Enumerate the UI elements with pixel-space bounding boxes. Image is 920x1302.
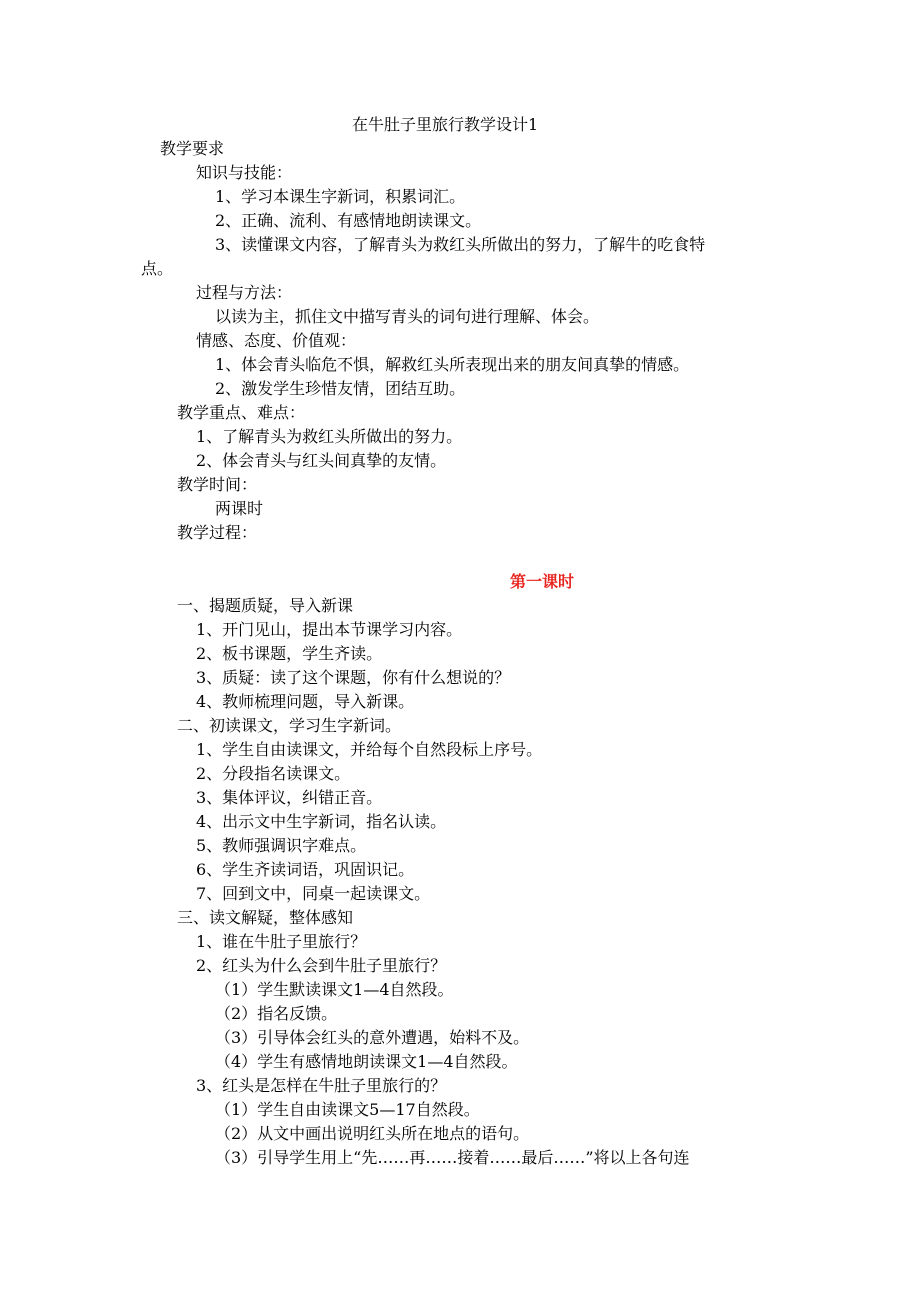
text-line: 2、体会青头与红头间真挚的友情。 (196, 451, 447, 470)
text-line: （1）学生默读课文1—4自然段。 (215, 980, 454, 999)
text-line: 以读为主，抓住文中描写青头的词句进行理解、体会。 (215, 307, 600, 326)
text-line: 2、分段指名读课文。 (196, 764, 351, 783)
text-line: 5、教师强调识字难点。 (196, 836, 367, 855)
text-line: 1、了解青头为救红头所做出的努力。 (196, 427, 463, 446)
text-line: 2、板书课题，学生齐读。 (196, 644, 383, 663)
text-line: 4、教师梳理问题，导入新课。 (196, 692, 415, 711)
text-line: 1、学生自由读课文，并给每个自然段标上序号。 (196, 740, 543, 759)
text-line: 点。 (141, 259, 174, 278)
text-line: 3、质疑：读了这个课题，你有什么想说的？ (196, 668, 511, 687)
subheading-emotion-values: 情感、态度、价值观： (196, 331, 357, 350)
text-line: （2）从文中画出说明红头所在地点的语句。 (215, 1124, 530, 1143)
text-line: 1、体会青头临危不惧，解救红头所表现出来的朋友间真挚的情感。 (215, 355, 690, 374)
text-line: 3、读懂课文内容，了解青头为救红头所做出的努力，了解牛的吃食特 (215, 235, 706, 254)
text-line: 1、学习本课生字新词，积累词汇。 (215, 187, 466, 206)
text-line: 4、出示文中生字新词，指名认读。 (196, 812, 447, 831)
text-line: 7、回到文中，同桌一起读课文。 (196, 884, 431, 903)
text-line: 1、开门见山，提出本节课学习内容。 (196, 620, 463, 639)
text-line: 1、谁在牛肚子里旅行？ (196, 932, 367, 951)
text-line: 2、红头为什么会到牛肚子里旅行？ (196, 956, 447, 975)
document-title: 在牛肚子里旅行教学设计1 (352, 115, 539, 134)
subheading-process-method: 过程与方法： (196, 283, 293, 302)
text-line: 3、红头是怎样在牛肚子里旅行的？ (196, 1076, 447, 1095)
heading-teaching-process: 教学过程： (177, 523, 258, 542)
heading-teaching-time: 教学时间： (177, 475, 258, 494)
text-line: 两课时 (215, 499, 264, 518)
text-line: 3、集体评议，纠错正音。 (196, 788, 383, 807)
text-line: （1）学生自由读课文5—17自然段。 (215, 1100, 480, 1119)
text-line: （2）指名反馈。 (215, 1004, 338, 1023)
step-heading: 三、读文解疑，整体感知 (177, 908, 354, 927)
step-heading: 二、初读课文，学习生字新词。 (177, 716, 402, 735)
text-line: （3）引导学生用上“先……再……接着……最后……”将以上各句连 (215, 1148, 690, 1167)
heading-teaching-requirements: 教学要求 (160, 139, 225, 158)
text-line: （3）引导体会红头的意外遭遇，始料不及。 (215, 1028, 530, 1047)
section-heading-first-lesson: 第一课时 (510, 572, 575, 591)
text-line: 2、正确、流利、有感情地朗读课文。 (215, 211, 482, 230)
text-line: （4）学生有感情地朗读课文1—4自然段。 (215, 1052, 518, 1071)
step-heading: 一、揭题质疑，导入新课 (177, 596, 354, 615)
subheading-knowledge-skills: 知识与技能： (196, 163, 293, 182)
text-line: 2、激发学生珍惜友情，团结互助。 (215, 379, 466, 398)
heading-key-points: 教学重点、难点： (177, 403, 306, 422)
text-line: 6、学生齐读词语，巩固识记。 (196, 860, 415, 879)
